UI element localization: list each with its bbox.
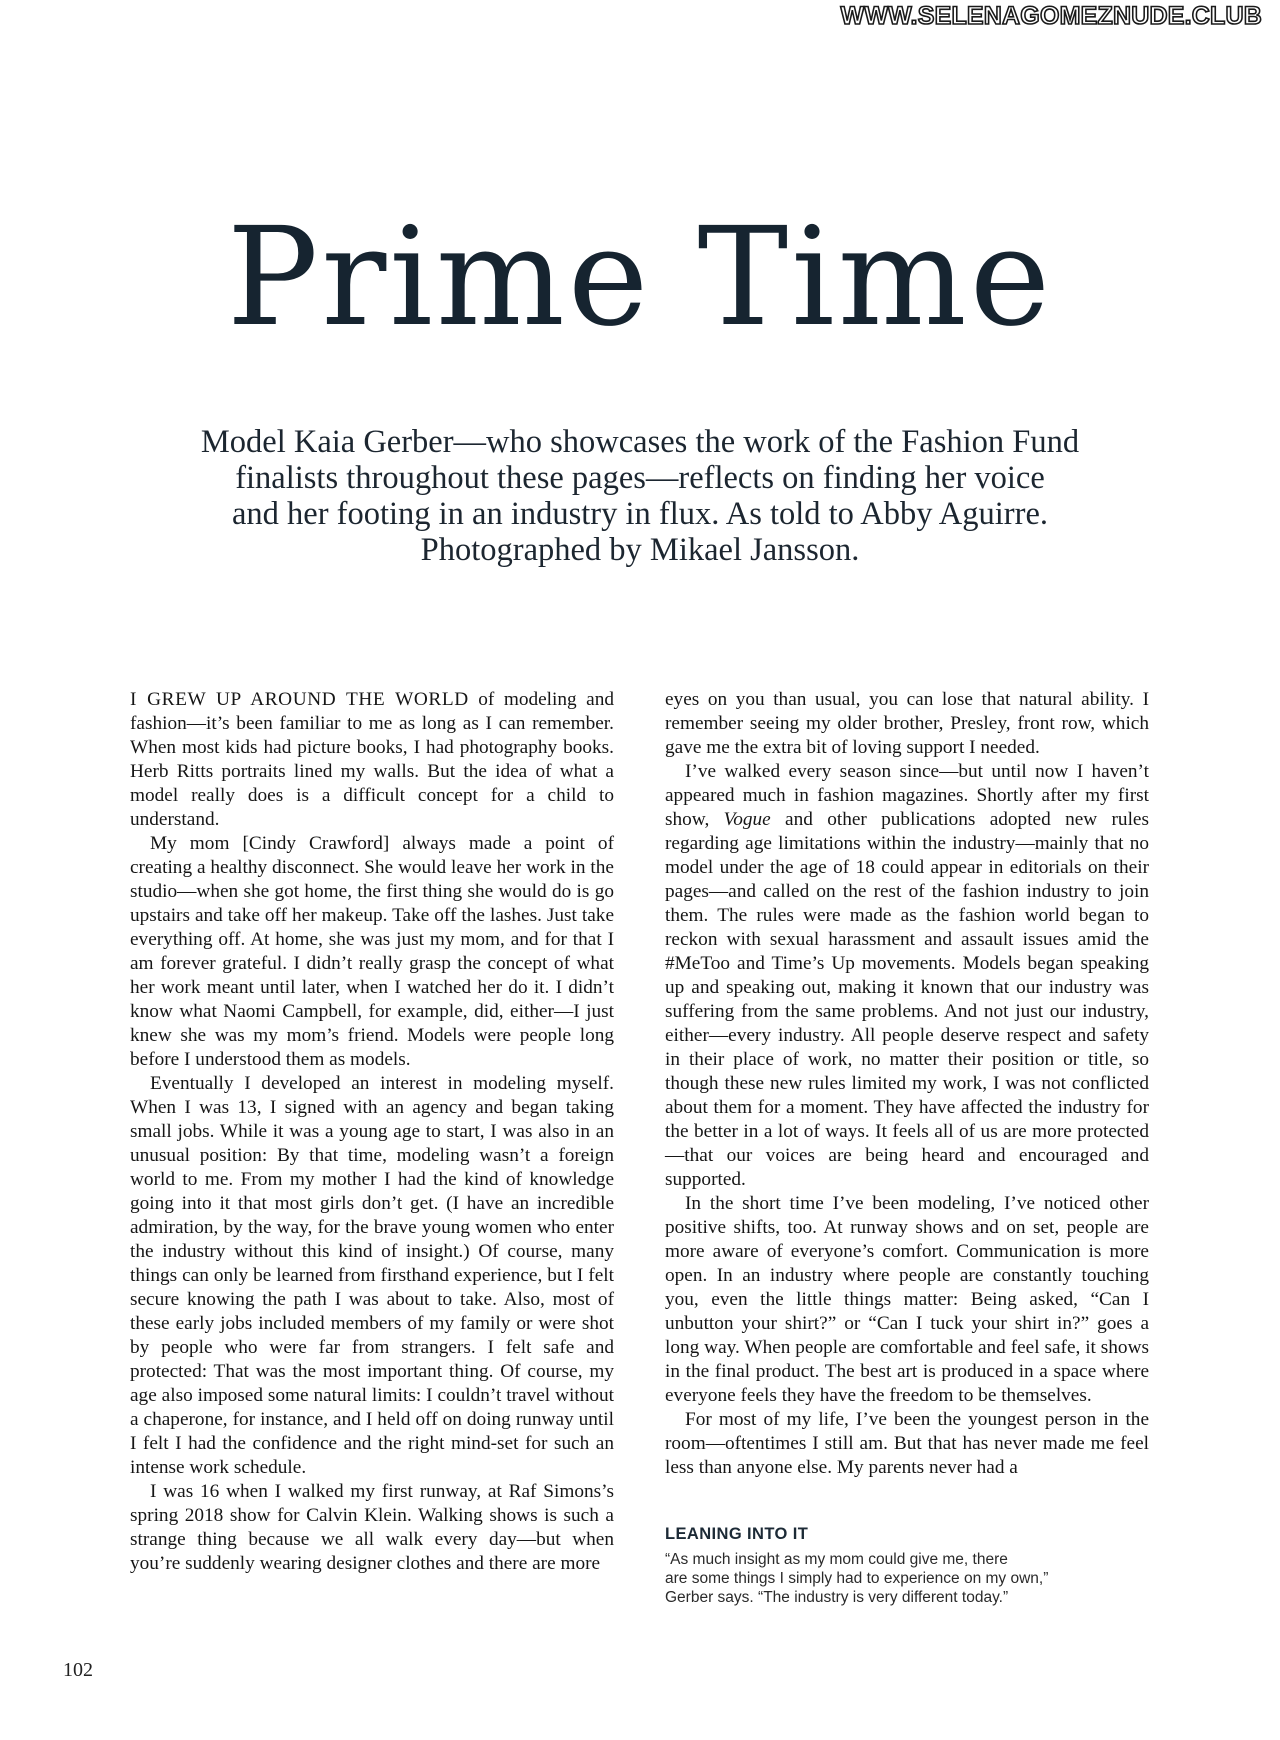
dek-line: finalists throughout these pages—reflects on finding her voice [235,460,1045,496]
caption-line: Gerber says. “The industry is very different today.” [665,1589,1009,1606]
paragraph-text: I’ve walked every season since—but until now I haven’t appeared much in fashion magazines. Shortly after my first show, [665,761,1149,830]
body-column-right [665,688,1149,1480]
body-paragraph: For most of my life, I’ve been the youngest person in the room—oftentimes I still am. But that has never made me feel less than anyone else. My parents never had a [665,1409,1149,1478]
publication-name: Vogue [723,809,771,830]
caption-box [665,1525,1125,1607]
lead-in: I GREW UP AROUND THE WORLD [130,689,469,710]
caption-title: LEANING INTO IT [665,1525,809,1543]
paragraph-text: of modeling and fashion—it’s been familiar to me as long as I can remember. When most kids had picture books, I had photography books. Herb Ritts portraits lined my walls. But the idea of what a model really does is a difficult concept for a child to understand. [130,689,614,830]
page-number: 102 [63,1659,93,1681]
paragraph-text: and other publications adopted new rules regarding age limitations within the industry—mainly that no model under the age of 18 could appear in editorials on their pages—and called on the rest of the fashion industry to join them. The rules were made as the fashion world began to reckon with sexual harassment and assault issues amid the #MeToo and Time’s Up movements. Models began speaking up and speaking out, making it known that our industry was suffering from the same problems. And not just our industry, either—every industry. All people deserve respect and safety in their place of work, no matter their position or title, so though these new rules limited my work, I was not conflicted about them for a moment. They have affected the industry for the better in a lot of ways. It feels all of us are more protected—that our voices are being heard and encouraged and supported. [665,809,1149,1190]
body-column-left [130,688,614,1576]
body-paragraph: In the short time I’ve been modeling, I’ve noticed other positive shifts, too. At runway shows and on set, people are more aware of everyone’s comfort. Communication is more open. In an industry where people are constantly touching you, even the little things matter: Being asked, “Can I unbutton your shirt?” or “Can I tuck your shirt in?” goes a long way. When people are comfortable and feel safe, it shows in the final product. The best art is produced in a space where everyone feels they have the freedom to be themselves. [665,1193,1149,1406]
article-dek [160,424,1120,568]
caption-line: are some things I simply had to experience on my own,” [665,1570,1049,1587]
body-paragraph: I was 16 when I walked my first runway, at Raf Simons’s spring 2018 show for Calvin Klein. Walking shows is such a strange thing because we all walk every day—but when you’re suddenly wearing designer clothes and there are more [130,1481,614,1574]
body-paragraph [130,688,614,832]
body-paragraph: Eventually I developed an interest in modeling myself. When I was 13, I signed with an agency and began taking small jobs. While it was a young age to start, I was also in an unusual position: By that time, modeling wasn’t a foreign world to me. From my mother I had the kind of knowledge going into it that most girls don’t get. (I have an incredible admiration, by the way, for the brave young women who enter the industry without this kind of insight.) Of course, many things can only be learned from firsthand experience, but I felt secure knowing the path I was about to take. Also, most of these early jobs included members of my family or were shot by people who were far from strangers. I felt safe and protected: That was the most important thing. Of course, my age also imposed some natural limits: I couldn’t travel without a chaperone, for instance, and I held off on doing runway until I felt I had the confidence and the right mind-set for such an intense work schedule. [130,1073,614,1478]
site-watermark: WWW.SELENAGOMEZNUDE.CLUB [840,2,1262,30]
body-paragraph [665,760,1149,1192]
body-paragraph: My mom [Cindy Crawford] always made a point of creating a healthy disconnect. She would leave her work in the studio—when she got home, the first thing she would do is go upstairs and take off her makeup. Take off the lashes. Just take everything off. At home, she was just my mom, and for that I am forever grateful. I didn’t really grasp the concept of what her work meant until later, when I watched her do it. I didn’t know what Naomi Campbell, for example, did, either—I just knew she was my mom’s friend. Models were people long before I understood them as models. [130,833,614,1070]
caption-line: “As much insight as my mom could give me, there [665,1551,1008,1568]
dek-line: Photographed by Mikael Jansson. [420,532,860,568]
caption-quote [665,1550,1125,1607]
dek-line: Model Kaia Gerber—who showcases the work of the Fashion Fund [200,424,1080,460]
body-paragraph: eyes on you than usual, you can lose that natural ability. I remember seeing my older brother, Presley, front row, which gave me the extra bit of loving support I needed. [665,689,1149,758]
article-headline: Prime Time [226,199,1054,357]
dek-line: and her footing in an industry in flux. As told to Abby Aguirre. [231,496,1049,532]
